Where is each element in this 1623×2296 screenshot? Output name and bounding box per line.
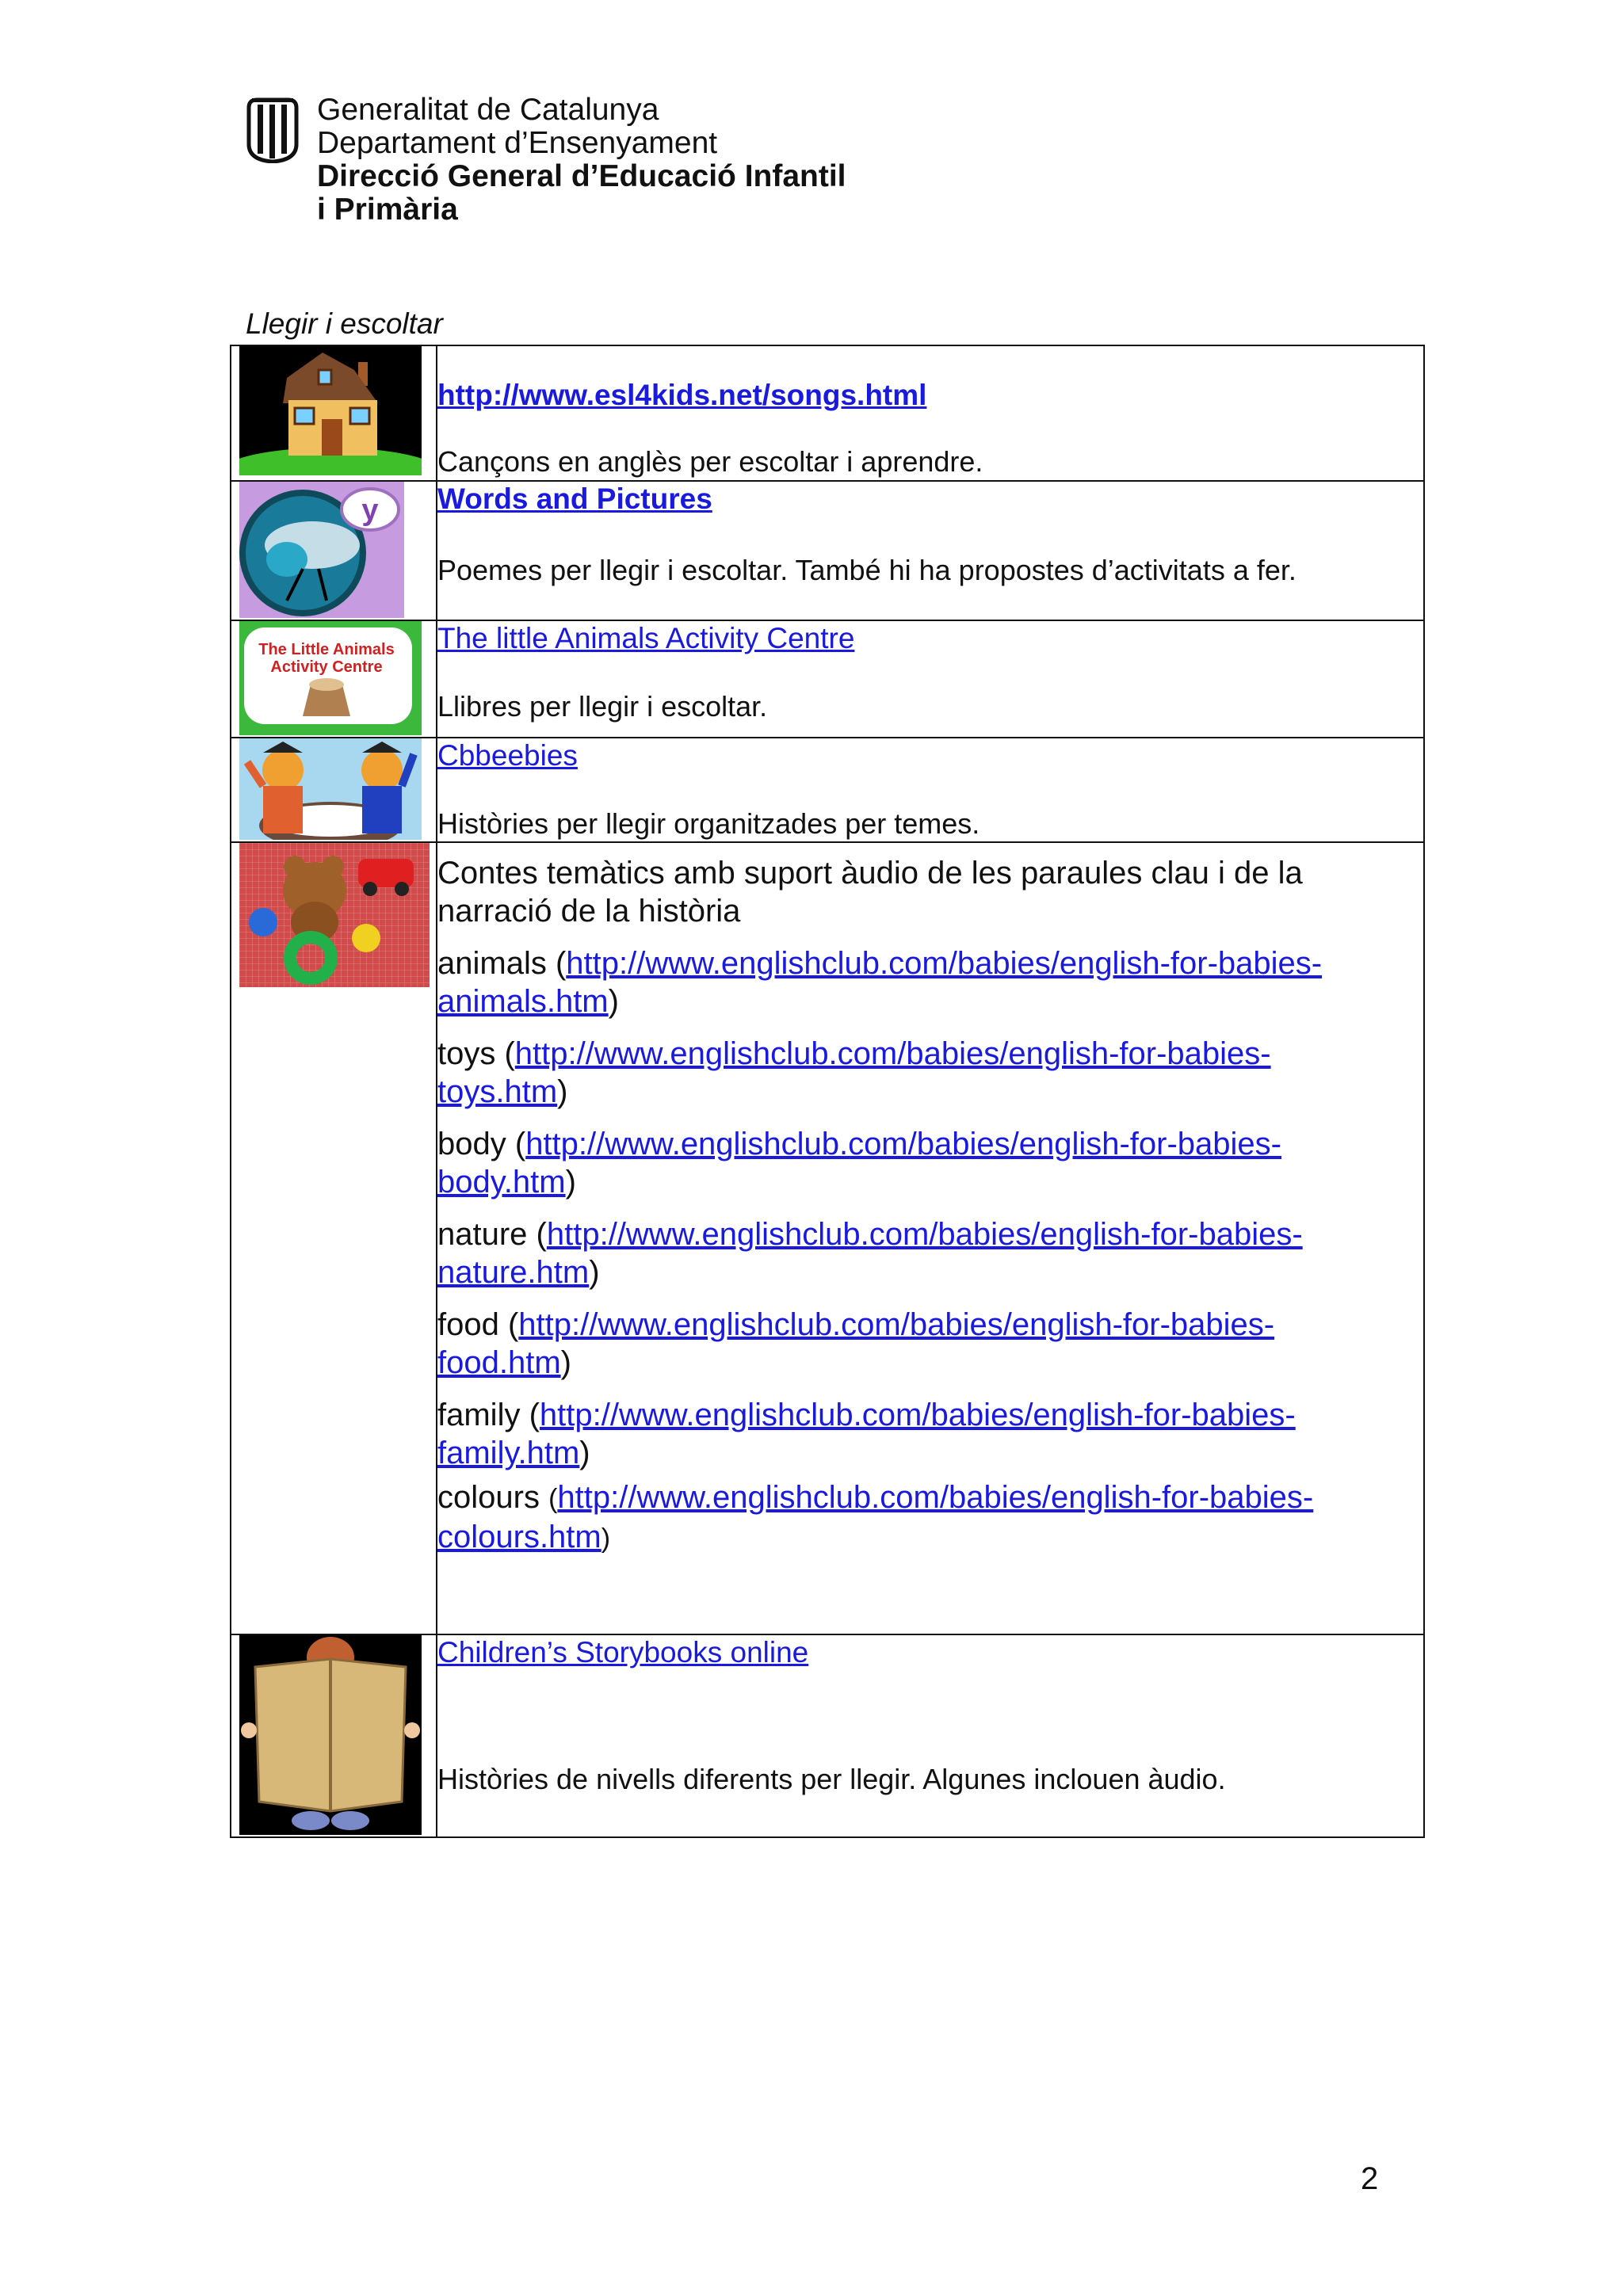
- resource-link[interactable]: Children’s Storybooks online: [437, 1636, 809, 1669]
- logo-text-line-2: Activity Centre: [270, 658, 383, 676]
- table-row: [231, 842, 1424, 1634]
- image-cell: [231, 738, 437, 842]
- resources-table: [230, 345, 1425, 1838]
- topic-label: body: [437, 1127, 506, 1161]
- resource-description: Llibres per llegir i escoltar.: [437, 690, 768, 723]
- topic-item: colours (http://www.englishclub.com/babies/english-for-babies- colours.htm): [437, 1480, 1314, 1554]
- topic-item: nature (http://www.englishclub.com/babies/english-for-babies- nature.htm): [437, 1217, 1303, 1290]
- topic-url-part: food.htm: [437, 1345, 561, 1380]
- table-row: [231, 481, 1424, 620]
- table-row: [231, 620, 1424, 738]
- generalitat-stripes-icon: [244, 97, 301, 163]
- topic-link[interactable]: [437, 1398, 1296, 1470]
- resource-intro: Contes temàtics amb suport àudio de les paraules clau i de la narració de la història: [437, 856, 1303, 929]
- image-cell: [231, 842, 437, 1634]
- toys-teddy-icon: [239, 843, 430, 987]
- topic-item: family (http://www.englishclub.com/babies/english-for-babies- family.htm): [437, 1398, 1296, 1470]
- topic-item: animals (http://www.englishclub.com/babies/english-for-babies- animals.htm): [437, 946, 1323, 1019]
- text-cell: [437, 481, 1424, 620]
- resource-description: Històries per llegir organitzades per temes.: [437, 807, 980, 840]
- header-line-1: Generalitat de Catalunya: [317, 93, 659, 127]
- topic-link[interactable]: [437, 1036, 1271, 1109]
- fly-y-icon: [239, 482, 404, 618]
- topic-url-part: http://www.englishclub.com/babies/english-for-babies-: [566, 946, 1323, 981]
- little-animals-logo-icon: [239, 621, 422, 735]
- topic-link[interactable]: [437, 1217, 1303, 1290]
- topic-link[interactable]: [437, 1307, 1274, 1380]
- section-title: Llegir i escoltar: [246, 307, 443, 340]
- house-icon: [239, 346, 422, 475]
- resource-link[interactable]: Cbbeebies: [437, 739, 578, 772]
- topic-link[interactable]: [437, 1127, 1281, 1199]
- resource-link[interactable]: The little Animals Activity Centre: [437, 622, 855, 654]
- topic-label: colours: [437, 1480, 540, 1515]
- fly-letter: y: [361, 494, 379, 527]
- text-cell: [437, 738, 1424, 842]
- topic-url-part: http://www.englishclub.com/babies/english-for-babies-: [514, 1036, 1271, 1071]
- page-number: 2: [1361, 2161, 1379, 2196]
- topic-url-part: http://www.englishclub.com/babies/english-for-babies-: [518, 1307, 1275, 1342]
- topic-url-part: toys.htm: [437, 1074, 558, 1109]
- resource-description: Històries de nivells diferents per llegir. Algunes inclouen àudio.: [437, 1763, 1226, 1795]
- topic-url-part: family.htm: [437, 1436, 580, 1470]
- letterhead: [244, 93, 846, 227]
- child-reading-book-icon: [239, 1635, 422, 1835]
- image-cell: [231, 620, 437, 738]
- table-row: [231, 738, 1424, 842]
- topic-url-part: http://www.englishclub.com/babies/english-for-babies-: [546, 1217, 1303, 1252]
- cbbeebies-characters-icon: [239, 738, 422, 840]
- topic-item: toys (http://www.englishclub.com/babies/english-for-babies- toys.htm): [437, 1036, 1271, 1109]
- header-line-4: i Primària: [317, 193, 458, 227]
- topic-url-part: body.htm: [437, 1165, 566, 1199]
- resource-link[interactable]: Words and Pictures: [437, 482, 712, 515]
- text-cell: [437, 1634, 1424, 1837]
- topic-url-part: animals.htm: [437, 984, 609, 1019]
- topic-label: food: [437, 1307, 499, 1342]
- topic-item: body (http://www.englishclub.com/babies/english-for-babies- body.htm): [437, 1127, 1281, 1199]
- topic-label: toys: [437, 1036, 496, 1071]
- text-cell: [437, 620, 1424, 738]
- image-cell: [231, 481, 437, 620]
- topic-link[interactable]: [437, 946, 1322, 1019]
- header-line-2: Departament d’Ensenyament: [317, 126, 718, 160]
- resource-link[interactable]: http://www.esl4kids.net/songs.html: [437, 379, 927, 411]
- resource-description: Cançons en anglès per escoltar i aprendre.: [437, 445, 983, 478]
- topic-url-part: nature.htm: [437, 1255, 590, 1290]
- topic-url-part: colours.htm: [437, 1520, 601, 1554]
- topic-url-part: http://www.englishclub.com/babies/english-for-babies-: [525, 1127, 1281, 1161]
- image-cell: [231, 1634, 437, 1837]
- topic-item: food (http://www.englishclub.com/babies/english-for-babies- food.htm): [437, 1307, 1275, 1380]
- topic-url-part: http://www.englishclub.com/babies/english-for-babies-: [539, 1398, 1296, 1432]
- topic-link[interactable]: [437, 1480, 1313, 1554]
- topic-label: animals: [437, 946, 547, 981]
- table-row: [231, 345, 1424, 481]
- image-cell: [231, 345, 437, 481]
- text-cell: [437, 345, 1424, 481]
- header-line-3: Direcció General d’Educació Infantil: [317, 159, 846, 193]
- topic-label: nature: [437, 1217, 528, 1252]
- topic-label: family: [437, 1398, 521, 1432]
- text-cell: [437, 842, 1424, 1634]
- topic-url-part: http://www.englishclub.com/babies/english-for-babies-: [557, 1480, 1314, 1515]
- resource-description: Poemes per llegir i escoltar. També hi ha propostes d’activitats a fer.: [437, 554, 1296, 586]
- logo-text-line-1: The Little Animals: [258, 641, 395, 658]
- table-row: [231, 1634, 1424, 1837]
